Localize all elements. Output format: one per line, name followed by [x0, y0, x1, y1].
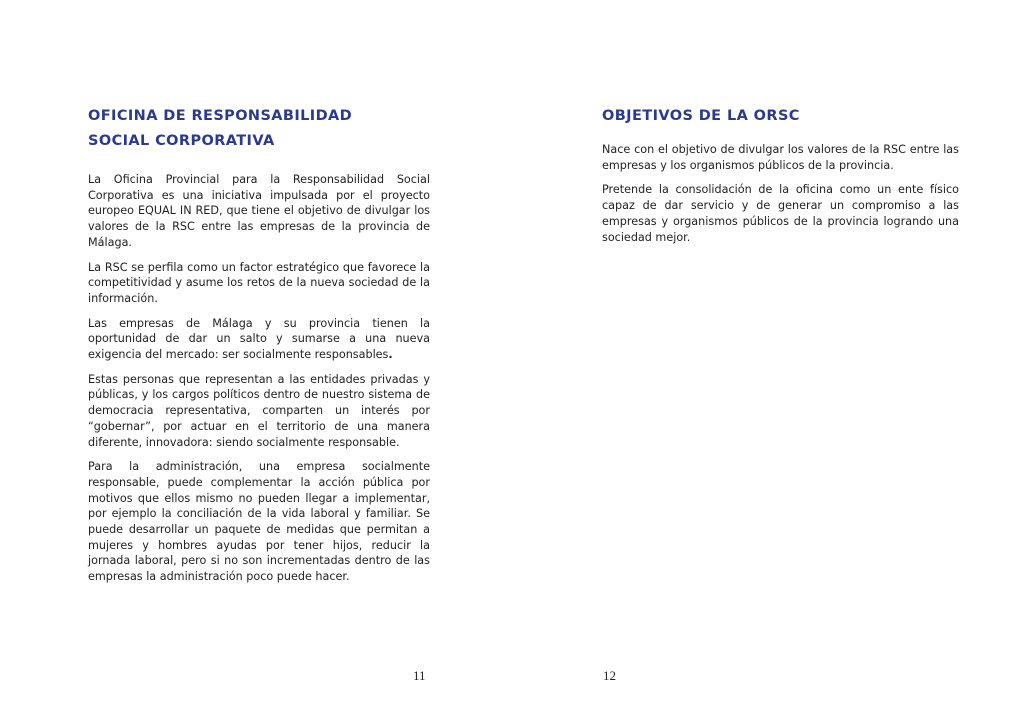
left-paragraph-3-period: . — [388, 348, 393, 362]
right-page-number: 12 — [603, 668, 616, 683]
right-page-title: OBJETIVOS DE LA ORSC — [602, 108, 800, 124]
left-paragraph-2: La RSC se perfila como un factor estratégico que favorece la competitividad y asume los retos de la nueva sociedad de la información. — [88, 260, 430, 305]
left-page-title — [88, 104, 430, 154]
left-column — [88, 104, 430, 601]
left-paragraph-4: Estas personas que representan a las entidades privadas y públicas, y los cargos políticos dentro de nuestro sistema de democracia representativa, comparten un interés por “gobernar”, por actuar en el territorio de una manera diferente, innovadora: siendo socialmente responsable. — [88, 372, 430, 449]
right-page — [515, 0, 1030, 728]
left-page-number: 11 — [413, 668, 426, 683]
left-paragraph-3-text: Las empresas de Málaga y su provincia tienen la oportunidad de dar un salto y sumarse a una nueva exigencia del mercado: ser socialmente responsables — [88, 316, 430, 362]
left-paragraph-5: Para la administración, una empresa socialmente responsable, puede complementar la acción pública por motivos que ellos mismo no pueden llegar a implementar, por ejemplo la conciliación de la vida laboral y familiar. Se puede desarrollar un paquete de medidas que permitan a mujeres y hombres ayudas por tener hijos, reducir la jornada laboral, pero si no son incrementadas dentro de las empresas la administración poco puede hacer. — [88, 460, 430, 584]
right-column — [602, 104, 959, 254]
right-paragraph-2: Pretende la consolidación de la oficina como un ente físico capaz de dar servicio y de generar un compromiso a las empresas y organismos públicos de la provincia logrando una sociedad mejor. — [602, 183, 959, 244]
left-paragraph-3 — [88, 316, 430, 363]
right-paragraph-1: Nace con el objetivo de divulgar los valores de la RSC entre las empresas y los organismos públicos de la provincia. — [602, 143, 959, 172]
left-paragraph-1: La Oficina Provincial para la Responsabilidad Social Corporativa es una iniciativa impulsada por el proyecto europeo EQUAL IN RED, que tiene el objetivo de divulgar los valores de la RSC entre las empresas de la provincia de Málaga. — [88, 173, 430, 249]
left-title-line2: SOCIAL CORPORATIVA — [88, 133, 275, 149]
left-title-line1: OFICINA DE RESPONSABILIDAD — [88, 108, 353, 124]
